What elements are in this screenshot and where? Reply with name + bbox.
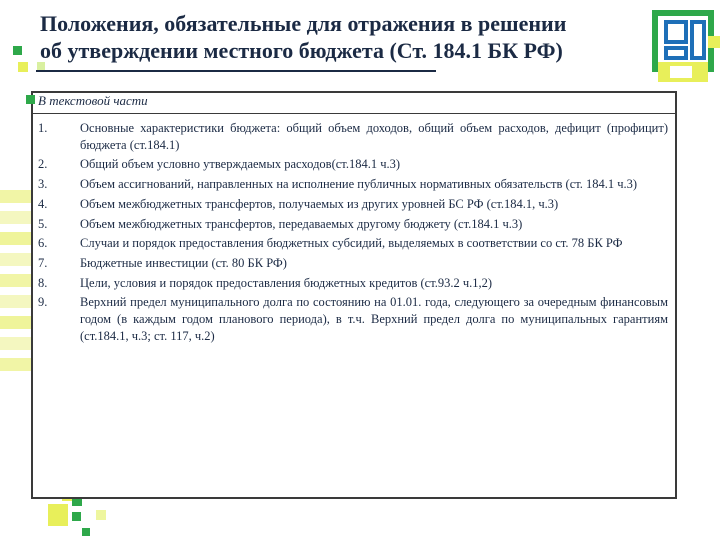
item-number: 3. [38,177,48,192]
list-item [38,196,668,213]
title-line-1: Положения, обязательные для отражения в решении [40,11,567,36]
decor-stripe [0,358,31,371]
decor-square [18,62,28,72]
title-underline [36,70,436,72]
decor-stripe [0,337,31,350]
item-number: 6. [38,236,48,251]
item-text: Основные характеристики бюджета: общий объем доходов, общий объем расходов, дефицит (профицит) бюджета (ст.184.1) [80,121,668,152]
decor-square [96,510,106,520]
item-text: Верхний предел муниципального долга по состоянию на 01.01. года, следующего за очередным финансовым годом (в каждым годом планового периода), в т.ч. Верхний предел долга по муниципальных гарантиям (ст.184.1, ч.3; ст. 117, ч.2) [80,295,668,343]
decor-stripe [0,253,31,266]
item-text: Цели, условия и порядок предоставления бюджетных кредитов (ст.93.2 ч.1,2) [80,275,493,290]
title-line-2: об утверждении местного бюджета (Ст. 184.1 БК РФ) [40,38,563,63]
item-text: Объем межбюджетных трансфертов, получаемых из других уровней БС РФ (ст.184.1, ч.3) [80,196,559,211]
list-item [38,156,668,173]
item-text: Общий объем условно утверждаемых расходов(ст.184.1 ч.3) [80,157,401,172]
decor-stripe [0,274,31,287]
logo-icon [652,6,720,82]
frame-divider [33,113,675,114]
section-bullet [26,95,35,104]
decor-square [82,528,90,536]
list-item [38,275,668,292]
decor-stripe [0,232,31,245]
list-item [38,120,668,153]
decor-square [48,504,68,526]
page-title [40,10,640,64]
decor-stripe [0,190,31,203]
decor-stripe [0,316,31,329]
item-text: Объем ассигнований, направленных на исполнение публичных нормативных обязательств (ст. 184.1 ч.3) [80,177,638,192]
item-number: 8. [38,275,48,290]
item-number: 7. [38,255,48,270]
decor-stripe [0,211,31,224]
item-number: 2. [38,157,48,172]
item-text: Бюджетные инвестиции (ст. 80 БК РФ) [80,255,287,270]
decor-square [72,512,81,521]
provisions-list [38,120,668,347]
item-text: Случаи и порядок предоставления бюджетных субсидий, выделяемых в соответствии со ст. 78 БК РФ [80,236,623,251]
list-item [38,235,668,252]
item-text: Объем межбюджетных трансфертов, передаваемых другому бюджету (ст.184.1 ч.3) [80,216,523,231]
decor-square [13,46,22,55]
section-label: В текстовой части [38,93,148,108]
item-number: 4. [38,196,48,211]
list-item [38,216,668,233]
decor-stripe [0,295,31,308]
item-number: 9. [38,295,48,310]
list-item [38,294,668,344]
item-number: 5. [38,216,48,231]
item-number: 1. [38,121,48,135]
list-item [38,176,668,193]
list-item [38,255,668,272]
